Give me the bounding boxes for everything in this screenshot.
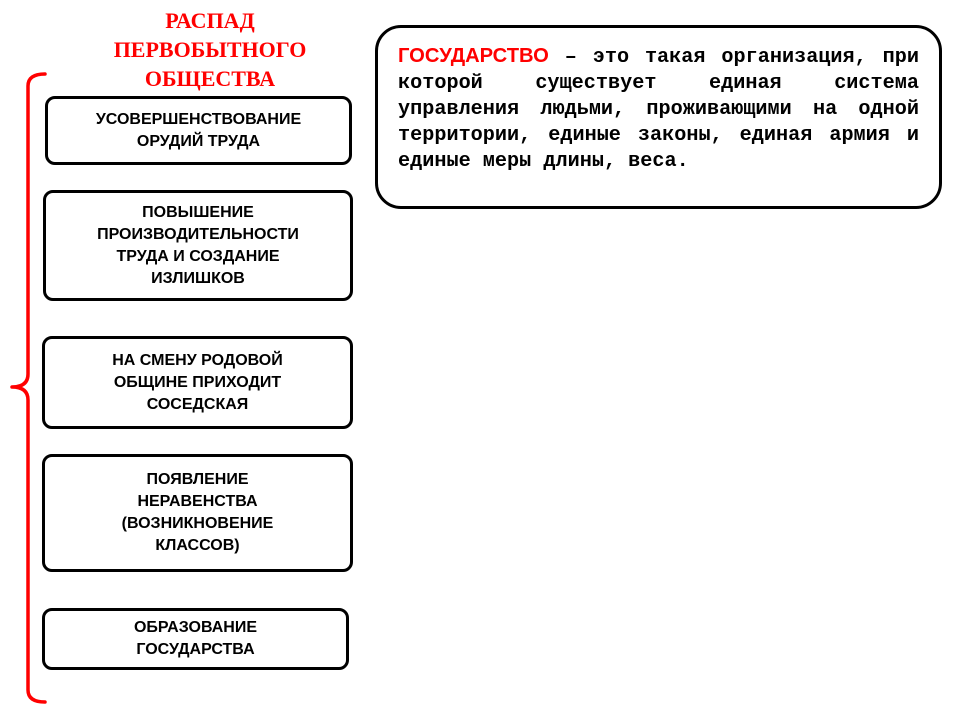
- step-box-productivity: [43, 190, 353, 301]
- step-line: КЛАССОВ): [155, 537, 240, 554]
- step-line: ОБЩИНЕ ПРИХОДИТ: [113, 373, 282, 391]
- step-line: ПОВЫШЕНИЕ: [142, 203, 254, 221]
- title-line-1: РАСПАД: [165, 8, 255, 33]
- step-line: ОБРАЗОВАНИЕ: [133, 619, 258, 636]
- step-box-community: [42, 336, 353, 429]
- step-line: ПРОИЗВОДИТЕЛЬНОСТИ: [97, 225, 299, 243]
- step-line: (ВОЗНИКНОВЕНИЕ: [121, 515, 274, 532]
- step-box-inequality: [42, 454, 353, 572]
- definition-text: – это такая организация, при которой существует единая система управления людьми, проживающими на одной территории, единые законы, единая армия и единые меры длины, веса.: [398, 46, 919, 173]
- step-line: ТРУДА И СОЗДАНИЕ: [116, 247, 280, 265]
- step-box-tools: [45, 96, 352, 165]
- step-box-state: [42, 608, 349, 670]
- step-line: УСОВЕРШЕНСТВОВАНИЕ: [95, 110, 302, 128]
- step-line: ОРУДИЙ ТРУДА: [136, 132, 261, 150]
- title-line-3: ОБЩЕСТВА: [144, 66, 276, 91]
- step-line: НА СМЕНУ РОДОВОЙ: [112, 351, 283, 369]
- step-line: ИЗЛИШКОВ: [151, 269, 245, 287]
- definition-term: ГОСУДАРСТВО: [398, 45, 549, 67]
- step-line: ГОСУДАРСТВА: [136, 641, 255, 658]
- step-line: НЕРАВЕНСТВА: [137, 493, 258, 510]
- step-line: СОСЕДСКАЯ: [146, 395, 249, 413]
- step-line: ПОЯВЛЕНИЕ: [146, 471, 249, 488]
- title-line-2: ПЕРВОБЫТНОГО: [113, 37, 307, 62]
- definition-box: [375, 25, 942, 209]
- diagram-title: [80, 6, 340, 93]
